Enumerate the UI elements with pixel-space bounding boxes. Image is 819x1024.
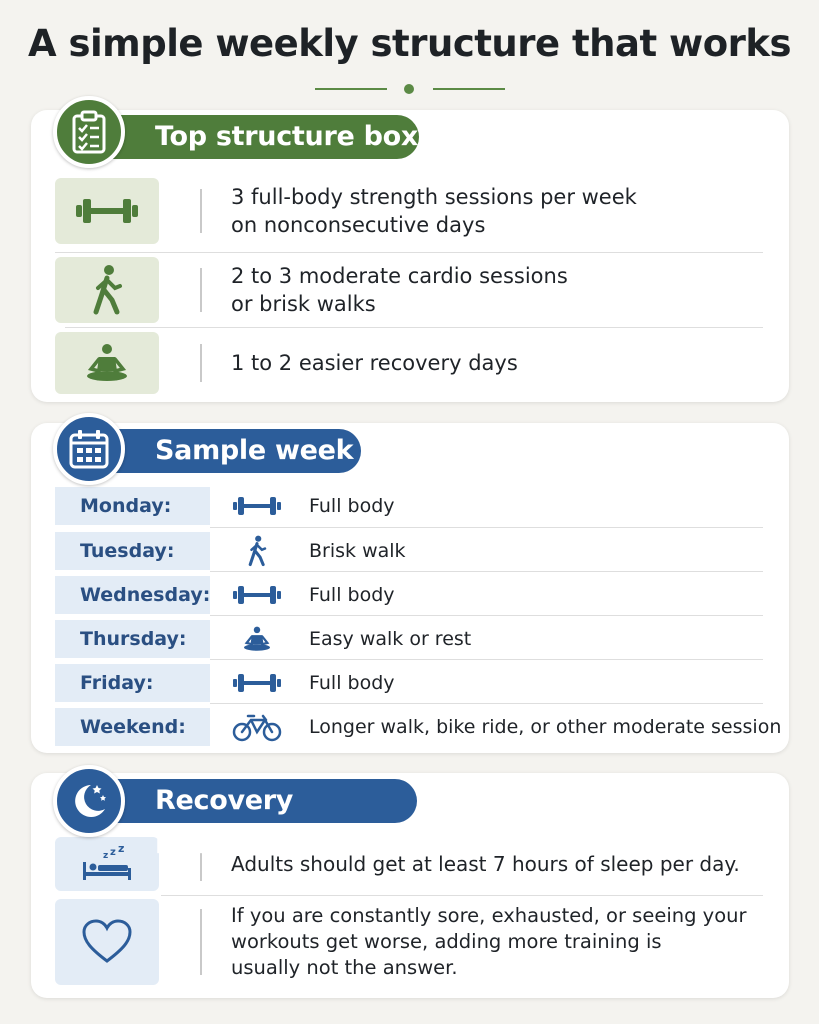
day-activity: Easy walk or rest <box>309 628 472 650</box>
title-divider <box>315 86 505 92</box>
dumbbell-icon <box>231 664 283 702</box>
meditation-icon <box>55 332 159 394</box>
dumbbell-icon <box>55 178 159 244</box>
item-line: or brisk walks <box>231 292 376 316</box>
calendar-icon <box>53 413 125 485</box>
svg-text:z: z <box>110 847 116 858</box>
day-activity: Brisk walk <box>309 540 406 562</box>
dumbbell-icon <box>231 576 283 614</box>
top-structure-heading: Top structure box <box>103 115 419 159</box>
sample-week-card <box>31 423 789 753</box>
page-title: A simple weekly structure that works <box>27 22 792 65</box>
day-label: Friday: <box>55 664 210 702</box>
bed-sleep-icon <box>55 837 159 891</box>
day-label: Tuesday: <box>55 532 210 570</box>
day-label: Wednesday: <box>55 576 210 614</box>
svg-text:z: z <box>103 851 109 861</box>
item-line: 2 to 3 moderate cardio sessions <box>231 264 568 288</box>
meditation-icon <box>231 620 283 658</box>
item-line: If you are constantly sore, exhausted, or seeing your <box>231 904 747 927</box>
top-structure-card <box>31 110 789 402</box>
list-item <box>55 332 793 394</box>
list-item <box>55 178 793 244</box>
day-activity: Longer walk, bike ride, or other moderate session <box>309 716 782 738</box>
recovery-card <box>31 773 789 998</box>
list-item <box>55 257 793 323</box>
day-activity: Full body <box>309 584 395 606</box>
day-activity: Full body <box>309 495 395 517</box>
svg-text:z: z <box>118 846 125 855</box>
recovery-heading: Recovery reminder <box>103 779 417 823</box>
day-label: Weekend: <box>55 708 210 746</box>
walking-person-icon <box>231 532 283 570</box>
item-line: usually not the answer. <box>231 956 458 979</box>
item-line: 3 full-body strength sessions per week <box>231 185 637 209</box>
item-line: Adults should get at least 7 hours of sleep per day. <box>231 852 740 876</box>
heart-icon <box>55 899 159 985</box>
dumbbell-icon <box>231 487 283 525</box>
list-item <box>55 899 793 985</box>
day-label: Thursday: <box>55 620 210 658</box>
moon-stars-icon <box>53 765 125 837</box>
item-line: workouts get worse, adding more training is <box>231 930 662 953</box>
sample-week-heading: Sample week <box>103 429 361 473</box>
day-activity: Full body <box>309 672 395 694</box>
clipboard-checklist-icon <box>53 96 125 168</box>
bicycle-icon <box>231 708 283 746</box>
item-line: on nonconsecutive days <box>231 213 486 237</box>
item-line: 1 to 2 easier recovery days <box>231 351 518 375</box>
day-label: Monday: <box>55 487 210 525</box>
walking-person-icon <box>55 257 159 323</box>
